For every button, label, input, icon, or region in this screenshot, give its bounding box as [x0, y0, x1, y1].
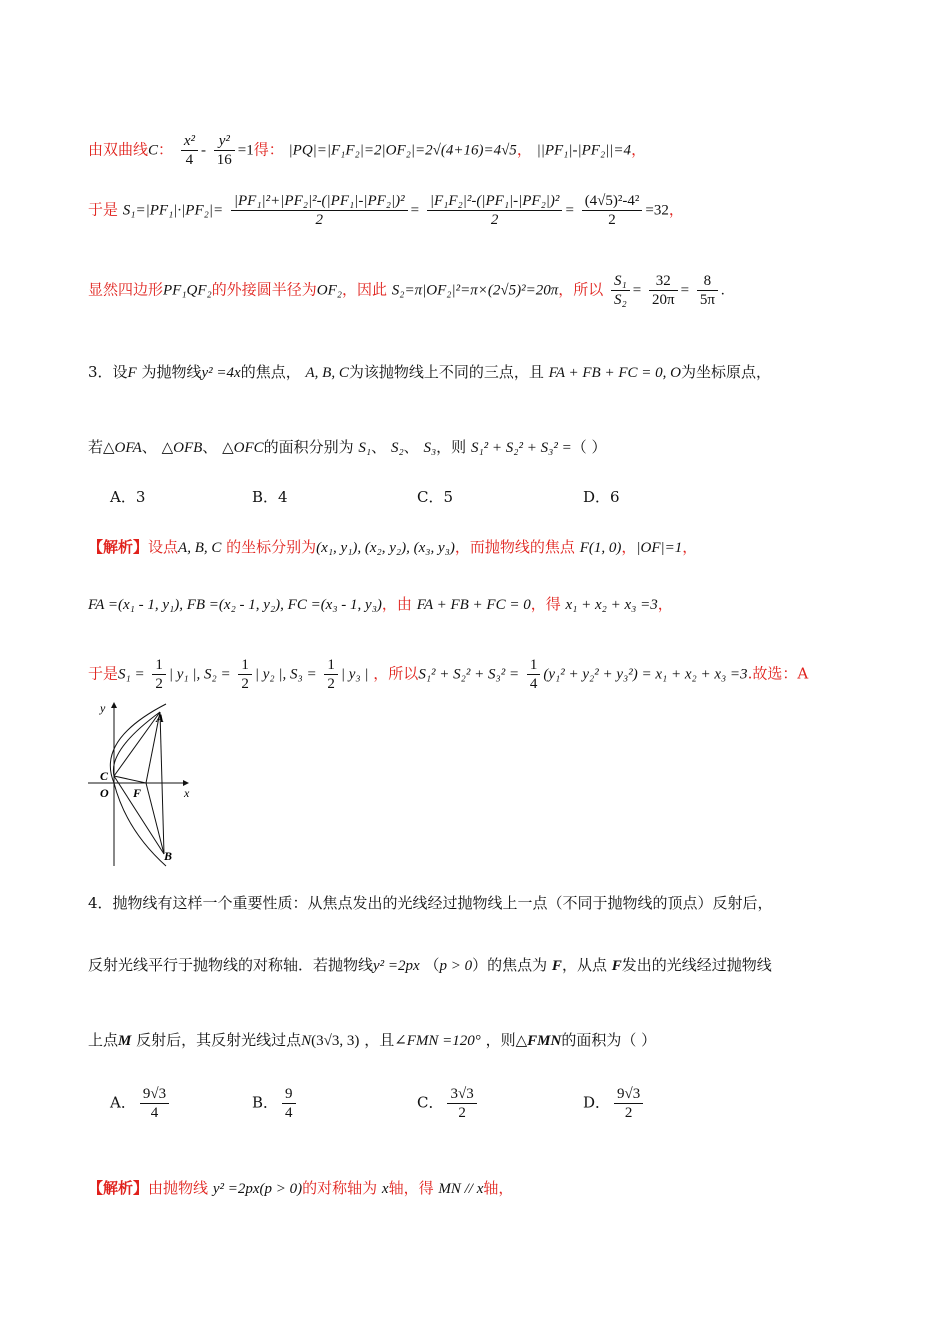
point-b-label: B	[164, 849, 173, 863]
q4-stem-line1: 4．抛物线有这样一个重要性质：从焦点发出的光线经过抛物线上一点（不同于抛物线的顶点）反射后，	[88, 894, 773, 912]
ratio-line: 显然四边形PF₁QF₂的外接圆半径为OF₂，因此 S₂=π|OF₂|²=π×(2√5)²=20π，所以 $\frac{\text{S₁}}{\text{S₂}}$ = $\frac{32}{20\pi}$ = $\frac{8}{5\pi}$ .	[88, 273, 725, 308]
focus-label: F	[133, 786, 142, 800]
q3-solution-line1: 【解析】设点A, B, C 的坐标分别为(x₁, y₁), (x₂, y₂), (x₃, y₃)，而抛物线的焦点 F(1, 0)，|OF|=1，	[88, 538, 698, 556]
q4-stem-line3: 上点M 反射后，其反射光线过点N(3√3, 3) ，且∠FMN =120° ，则△FMN的面积为（ ）	[88, 1031, 657, 1049]
segment-cf	[114, 776, 146, 783]
parabola-curve	[110, 704, 166, 866]
fraction: $\frac{1}{4}$	[527, 656, 541, 693]
fraction: $\frac{\text{|PF₁|²+|PF₂|²-(|PF₁|-|PF₂|)²}}{2}$	[231, 192, 408, 229]
q3-solution-line3: 于是S₁ = $\frac{1}{2}$ | y₁ |, S₂ = $\frac{1}{2}$ | y₂ |, S₃ = $\frac{1}{2}$ | y₃ | ，所以S₁² + S₂² + S₃² = $\frac{1}{4}$ (y₁² + y₂² + y₃²) = x₁ + x₂ + x₃ =3.故选：A	[88, 657, 809, 692]
point-a-label: A	[156, 711, 165, 725]
q3-stem-line2: 若△OFA、 △OFB、 △OFC的面积分别为 S₁、 S₂、 S₃，则 S₁² + S₂² + S₃² =（ ）	[88, 438, 607, 456]
fraction: $\frac{\text{(4√5)²-4²}}{2}$	[582, 192, 643, 229]
segment-fb	[146, 783, 164, 854]
q3-stem-line1: 3．设F 为抛物线y² =4x的焦点， A, B, C为该抛物线上不同的三点，且 FA + FB + FC = 0, O为坐标原点，	[88, 363, 771, 381]
point-c-label: C	[100, 769, 109, 783]
fraction: $\frac{\text{x²}}{4}$	[181, 132, 198, 169]
diff-formula: ||PF₁|-|PF₂||=4	[536, 142, 632, 159]
q4-option-c: C． $\frac{3√3}{2}$	[417, 1085, 477, 1122]
origin-label: O	[100, 786, 109, 800]
q3-solution-line2: FA =(x₁ - 1, y₁), FB =(x₂ - 1, y₂), FC =(x₃ - 1, y₃)，由 FA + FB + FC = 0，得 x₁ + x₂ + x₃ =3，	[88, 595, 673, 613]
q4-solution-line1: 【解析】由抛物线 y² =2px(p > 0)的对称轴为 x轴，得 MN // x轴，	[88, 1179, 514, 1197]
q4-option-d: D． $\frac{9√3}{2}$	[583, 1085, 643, 1122]
fraction: $\frac{\text{y²}}{16}$	[214, 132, 235, 169]
fraction: $\frac{1}{2}$	[238, 656, 252, 693]
q3-option-b: B．4	[252, 488, 288, 506]
hyperbola-line: 由双曲线C： $\frac{\text{x²}}{4}$ - $\frac{\text{y²}}{16}$ =1得： |PQ|=|F₁F₂|=2|OF₂|=2√(4+16)=4√5， ||PF₁|-|PF₂||=4，	[88, 133, 647, 168]
parabola-diagram	[86, 700, 206, 870]
q4-option-b: B． $\frac{9}{4}$	[252, 1085, 296, 1122]
s1-derivation-line: 于是 S₁=|PF₁|·|PF₂|= $\frac{\text{|PF₁|²+|PF₂|²-(|PF₁|-|PF₂|)²}}{2}$ = $\frac{\text{|F₁F₂|²-(|PF₁|-|PF₂|)²}}{2}$ = $\frac{\text{(4√5)²-4²}}{2}$ =32，	[88, 193, 684, 228]
fraction: $\frac{1}{2}$	[152, 656, 166, 693]
q3-option-a: A．3	[110, 488, 146, 506]
q4-option-a: A． $\frac{9√3}{4}$	[110, 1085, 169, 1122]
parabola-figure	[86, 700, 206, 874]
fraction: $\frac{32}{20\pi}$	[649, 272, 678, 309]
x-axis-label: x	[184, 786, 190, 800]
q3-option-d: D．6	[583, 488, 620, 506]
fraction: $\frac{1}{2}$	[324, 656, 338, 693]
pq-formula: |PQ|=|F₁F₂|=2|OF₂|=2√(4+16)=4√5	[288, 142, 517, 159]
fraction: $\frac{\text{|F₁F₂|²-(|PF₁|-|PF₂|)²}}{2}$	[427, 192, 563, 229]
y-axis-label: y	[100, 701, 106, 715]
fraction: $\frac{\text{S₁}}{\text{S₂}}$	[611, 272, 630, 309]
q4-stem-line2: 反射光线平行于抛物线的对称轴．若抛物线y² =2px （p > 0）的焦点为 F，从点 F发出的光线经过抛物线	[88, 956, 772, 974]
q3-option-c: C．5	[417, 488, 454, 506]
fraction: $\frac{8}{5\pi}$	[697, 272, 718, 309]
